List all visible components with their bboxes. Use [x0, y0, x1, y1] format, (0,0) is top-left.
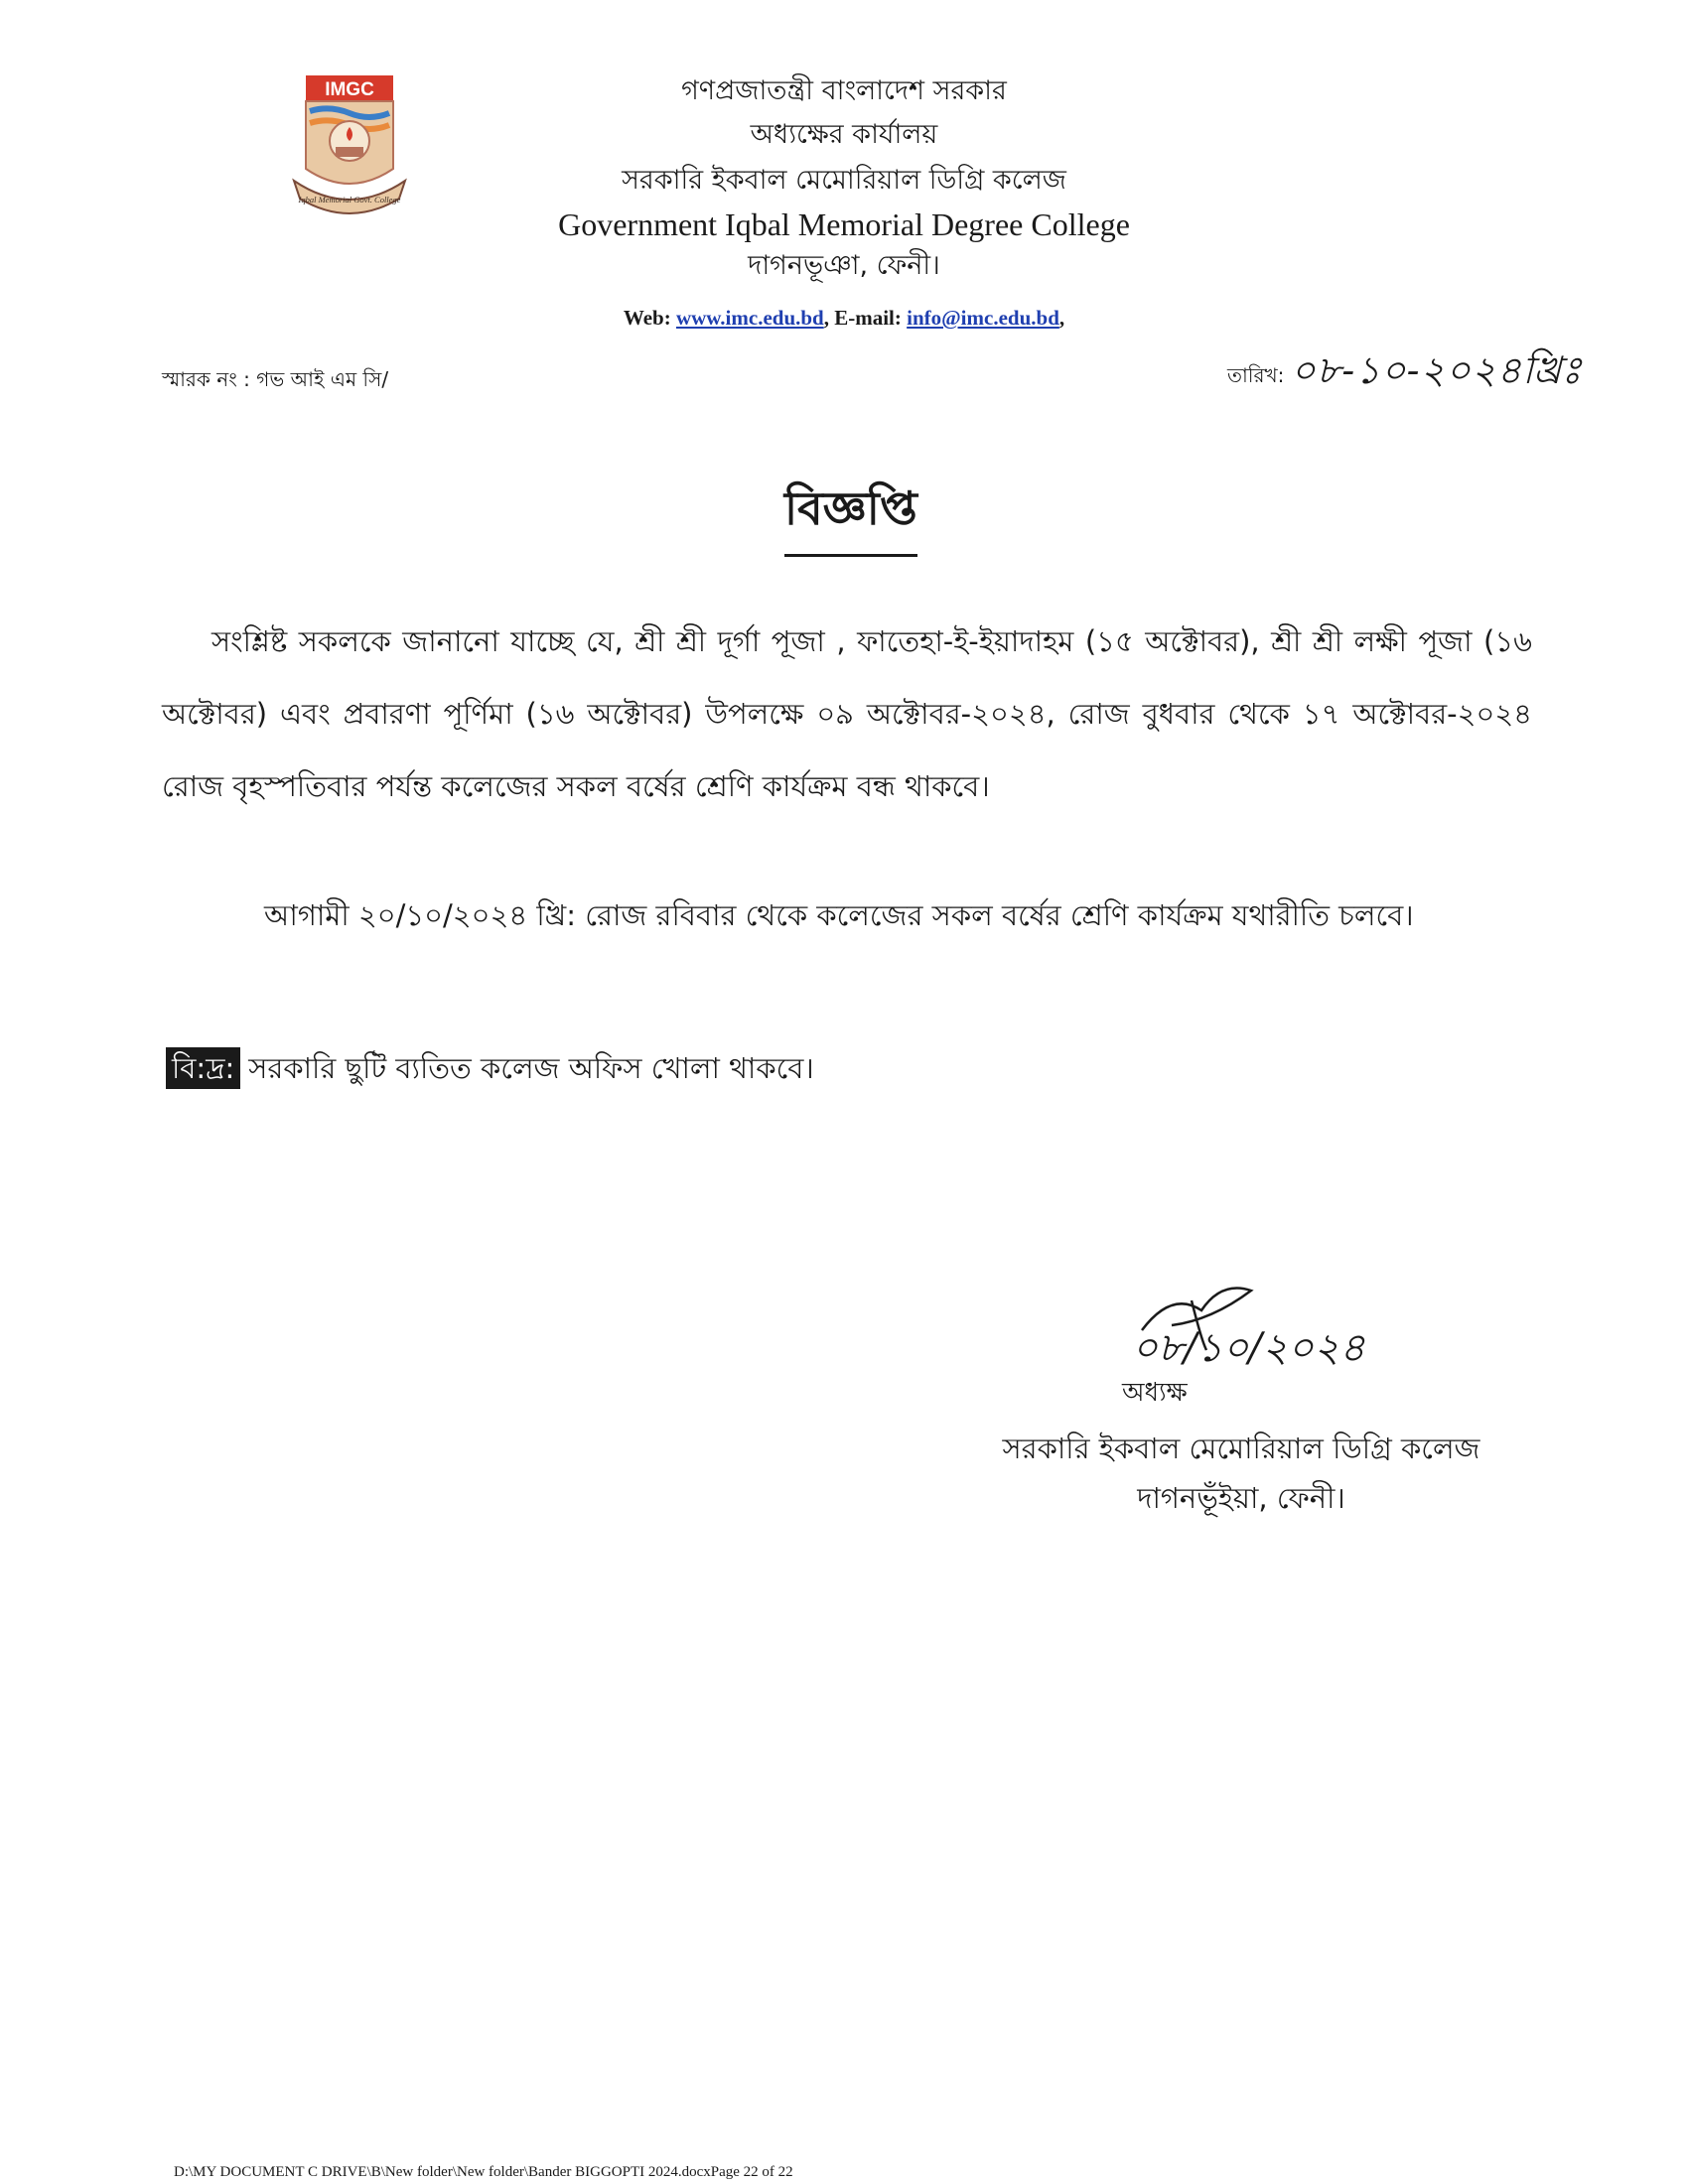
signatory-college: সরকারি ইকবাল মেমোরিয়াল ডিগ্রি কলেজ: [1002, 1432, 1480, 1465]
notice-paragraph-2: আগামী ২০/১০/২০২৪ খ্রি: রোজ রবিবার থেকে কলেজের সকল বর্ষের শ্রেণি কার্যক্রম যথারীতি চলবে।: [264, 898, 1414, 932]
college-crest-icon: [288, 69, 412, 228]
date-label: তারিখ:: [1227, 363, 1285, 387]
website-link[interactable]: www.imc.edu.bd: [675, 306, 824, 330]
logo-text: IMGC: [325, 79, 374, 100]
signatory-location: দাগনভূঁইয়া, ফেনী।: [1137, 1481, 1345, 1515]
email-link[interactable]: info@imc.edu.bd: [907, 306, 1059, 330]
web-label: Web:: [623, 306, 671, 330]
header-college-bn: সরকারি ইকবাল মেমোরিয়াল ডিগ্রি কলেজ: [622, 165, 1066, 196]
logo-ribbon-text: Iqbal Memorial Govt. College: [298, 195, 401, 205]
header-government: গণপ্রজাতন্ত্রী বাংলাদেশ সরকার: [681, 75, 1007, 106]
college-logo: [288, 69, 412, 228]
notice-note: [166, 1046, 814, 1095]
date-handwritten: ০৮-১০-২০২৪খ্রিঃ: [1291, 348, 1583, 392]
signature-date: ০৮/১০/২০২৪: [1132, 1325, 1365, 1371]
contact-line: Web: www.imc.edu.bd, E-mail: info@imc.edu.bd,: [623, 306, 1065, 330]
header-location: দাগনভূঞা, ফেনী।: [748, 250, 940, 281]
memo-number: স্মারক নং : গভ আই এম সি/: [162, 367, 389, 391]
email-label: E-mail:: [834, 306, 902, 330]
note-text: সরকারি ছুটি ব্যতিত কলেজ অফিস খোলা থাকবে।: [248, 1051, 814, 1085]
notice-paragraph-1: সংশ্লিষ্ট সকলকে জানানো যাচ্ছে যে, শ্রী শ্রী দূর্গা পূজা , ফাতেহা-ই-ইয়াদাহম (১৫ অক্টোবর), শ্রী শ্রী লক্ষী পূজা (১৬ অক্টোবর) এবং প্রবারণা পূর্ণিমা (১৬ অক্টোবর) উপলক্ষে ০৯ অক্টোবর-২০২৪, রোজ বুধবার থেকে ১৭ অক্টোবর-২০২৪ রোজ বৃহস্পতিবার পর্যন্ত কলেজের সকল বর্ষের শ্রেণি কার্যক্রম বন্ধ থাকবে।: [162, 624, 1532, 803]
footer-path: D:\MY DOCUMENT C DRIVE\B\New folder\New folder\Bander BIGGOPTI 2024.docxPage 22 of 22: [174, 2164, 793, 2180]
header-college-en: Government Iqbal Memorial Degree College: [558, 206, 1130, 242]
note-label: বি:দ্র:: [166, 1047, 240, 1089]
header-office: অধ্যক্ষের কার্যালয়: [750, 119, 938, 150]
notice-title: বিজ্ঞপ্তি: [784, 475, 917, 557]
signatory-title: অধ্যক্ষ: [1122, 1378, 1188, 1408]
